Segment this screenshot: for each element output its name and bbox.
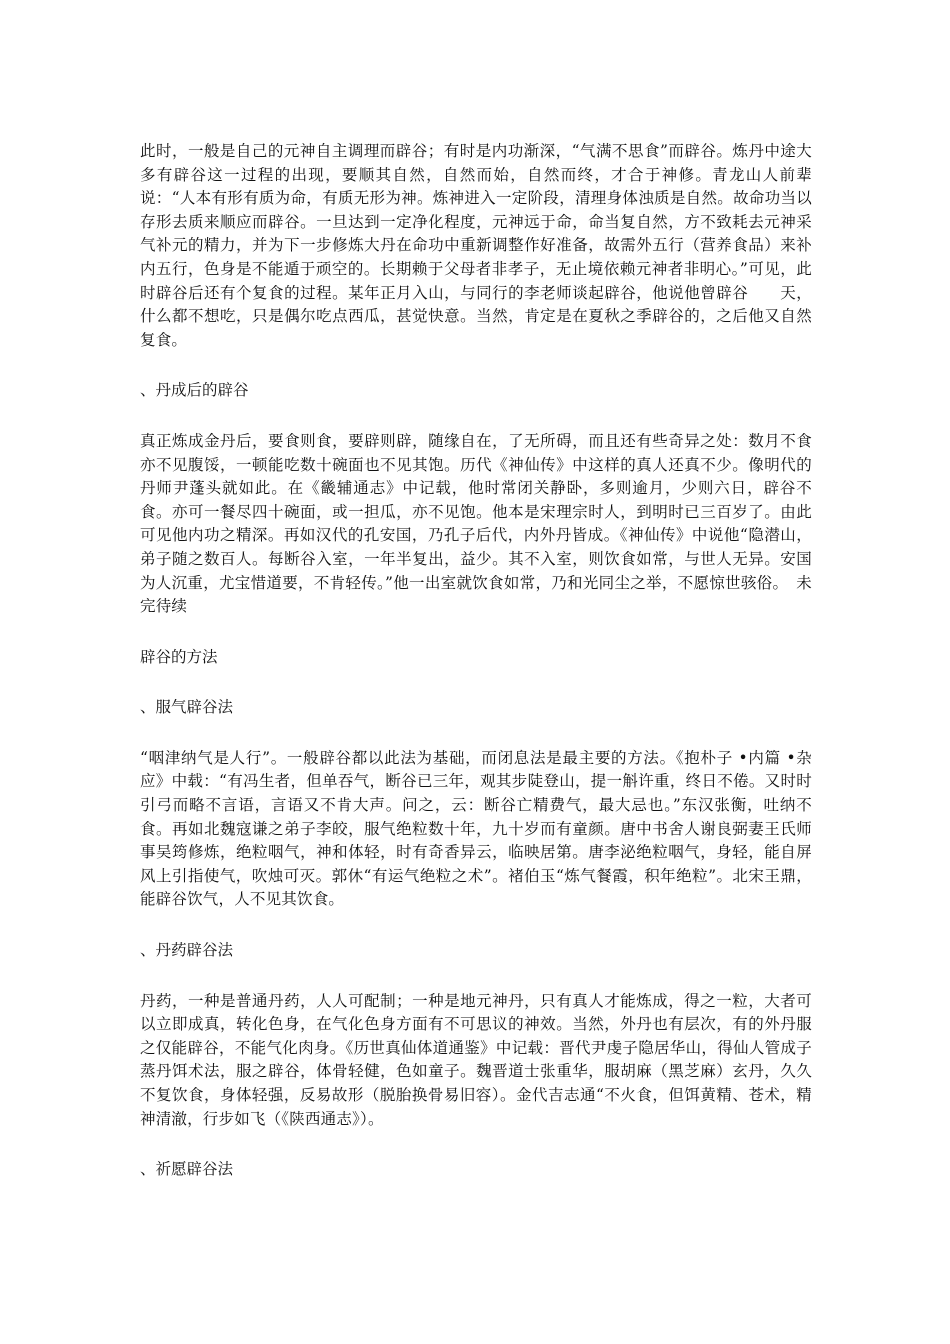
section-heading-elixir-method: 、丹药辟谷法 xyxy=(140,941,234,960)
section-heading-qi-method: 、服气辟谷法 xyxy=(140,698,234,717)
document-body xyxy=(140,140,812,1182)
section-heading-after-elixir: 、丹成后的辟谷 xyxy=(140,381,249,400)
paragraph-fasting-during-practice: 此时，一般是自己的元神自主调理而辟谷；有时是内功渐深，“气满不思食”而辟谷。炼丹中途大多有辟谷这一过程的出现，要顺其自然，自然而始，自然而终，才合于神修。青龙山人前辈说：“人本有形有质为命，有质无形为神。炼神进入一定阶段，清理身体浊质是自然。故命功当以存形去质来顺应而辟谷。一旦达到一定净化程度，元神远于命，命当复自然，方不致耗去元神采气补元的精力，并为下一步修炼大丹在命功中重新调整作好准备，故需外五行（营养食品）来补内五行，色身是不能遁于顽空的。长期赖于父母者非孝子，无止境依赖元神者非明心。”可见，此时辟谷后还有个复食的过程。某年正月入山，与同行的李老师谈起辟谷，他说他曾辟谷 天，什么都不想吃，只是偶尔吃点西瓜，甚觉快意。当然，肯定是在夏秋之季辟谷的，之后他又自然复食。 xyxy=(140,142,812,349)
section-heading-prayer-method: 、祈愿辟谷法 xyxy=(140,1160,234,1179)
section-heading-methods: 辟谷的方法 xyxy=(140,647,218,666)
paragraph-qi-method: “咽津纳气是人行”。一般辟谷都以此法为基础，而闭息法是最主要的方法。《抱朴子 •内篇 •杂应》中载：“有冯生者，但单吞气，断谷已三年，观其步陡登山，提一斛许重，终日不倦。又时时引弓而略不言语，言语又不肯大声。问之，云：断谷亡精费气，最大忌也。”东汉张衡，吐纳不食。再如北魏寇谦之弟子李皎，服气绝粒数十年，九十岁而有童颜。唐中书舍人谢良弼妻王氏师事吴筠修炼，绝粒咽气，神和体轻，时有奇香异云，临映居第。唐李泌绝粒咽气，身轻，能自屏风上引指使气，吹烛可灭。郭休“有运气绝粒之术”。褚伯玉“炼气餐霞，积年绝粒”。北宋王鼎，能辟谷饮气，人不见其饮食。 xyxy=(140,748,812,909)
paragraph-elixir-method: 丹药，一种是普通丹药，人人可配制；一种是地元神丹，只有真人才能炼成，得之一粒，大者可以立即成真，转化色身，在气化色身方面有不可思议的神效。当然，外丹也有层次，有的外丹服之仅能辟谷，不能气化肉身。《历世真仙体道通鉴》中记载：晋代尹虔子隐居华山，得仙人管成子蒸丹饵术法，服之辟谷，体骨轻健，色如童子。魏晋道士张重华，服胡麻（黑芝麻）玄丹，久久不复饮食，身体轻强，反易故形（脱胎换骨易旧容）。金代吉志通“不火食，但饵黄精、苍术，精神清澈，行步如飞（《陕西通志》）。 xyxy=(140,991,812,1128)
paragraph-golden-elixir: 真正炼成金丹后，要食则食，要辟则辟，随缘自在，了无所碍，而且还有些奇异之处：数月不食亦不见腹馁，一顿能吃数十碗面也不见其饱。历代《神仙传》中这样的真人还真不少。像明代的丹师尹蓬头就如此。在《畿辅通志》中记载，他时常闭关静卧，多则逾月，少则六日，辟谷不食。亦可一餐尽四十碗面，或一担瓜，亦不见饱。他本是宋理宗时人，到明时已三百岁了。由此可见他内功之精深。再如汉代的孔安国，乃孔子后代，内外丹皆成。《神仙传》中说他“隐潜山，弟子随之数百人。每断谷入室，一年半复出，益少。其不入室，则饮食如常，与世人无异。安国为人沉重，尤宝惜道要，不肯轻传。”他一出室就饮食如常，乃和光同尘之举，不愿惊世骇俗。 未完待续 xyxy=(140,431,812,616)
